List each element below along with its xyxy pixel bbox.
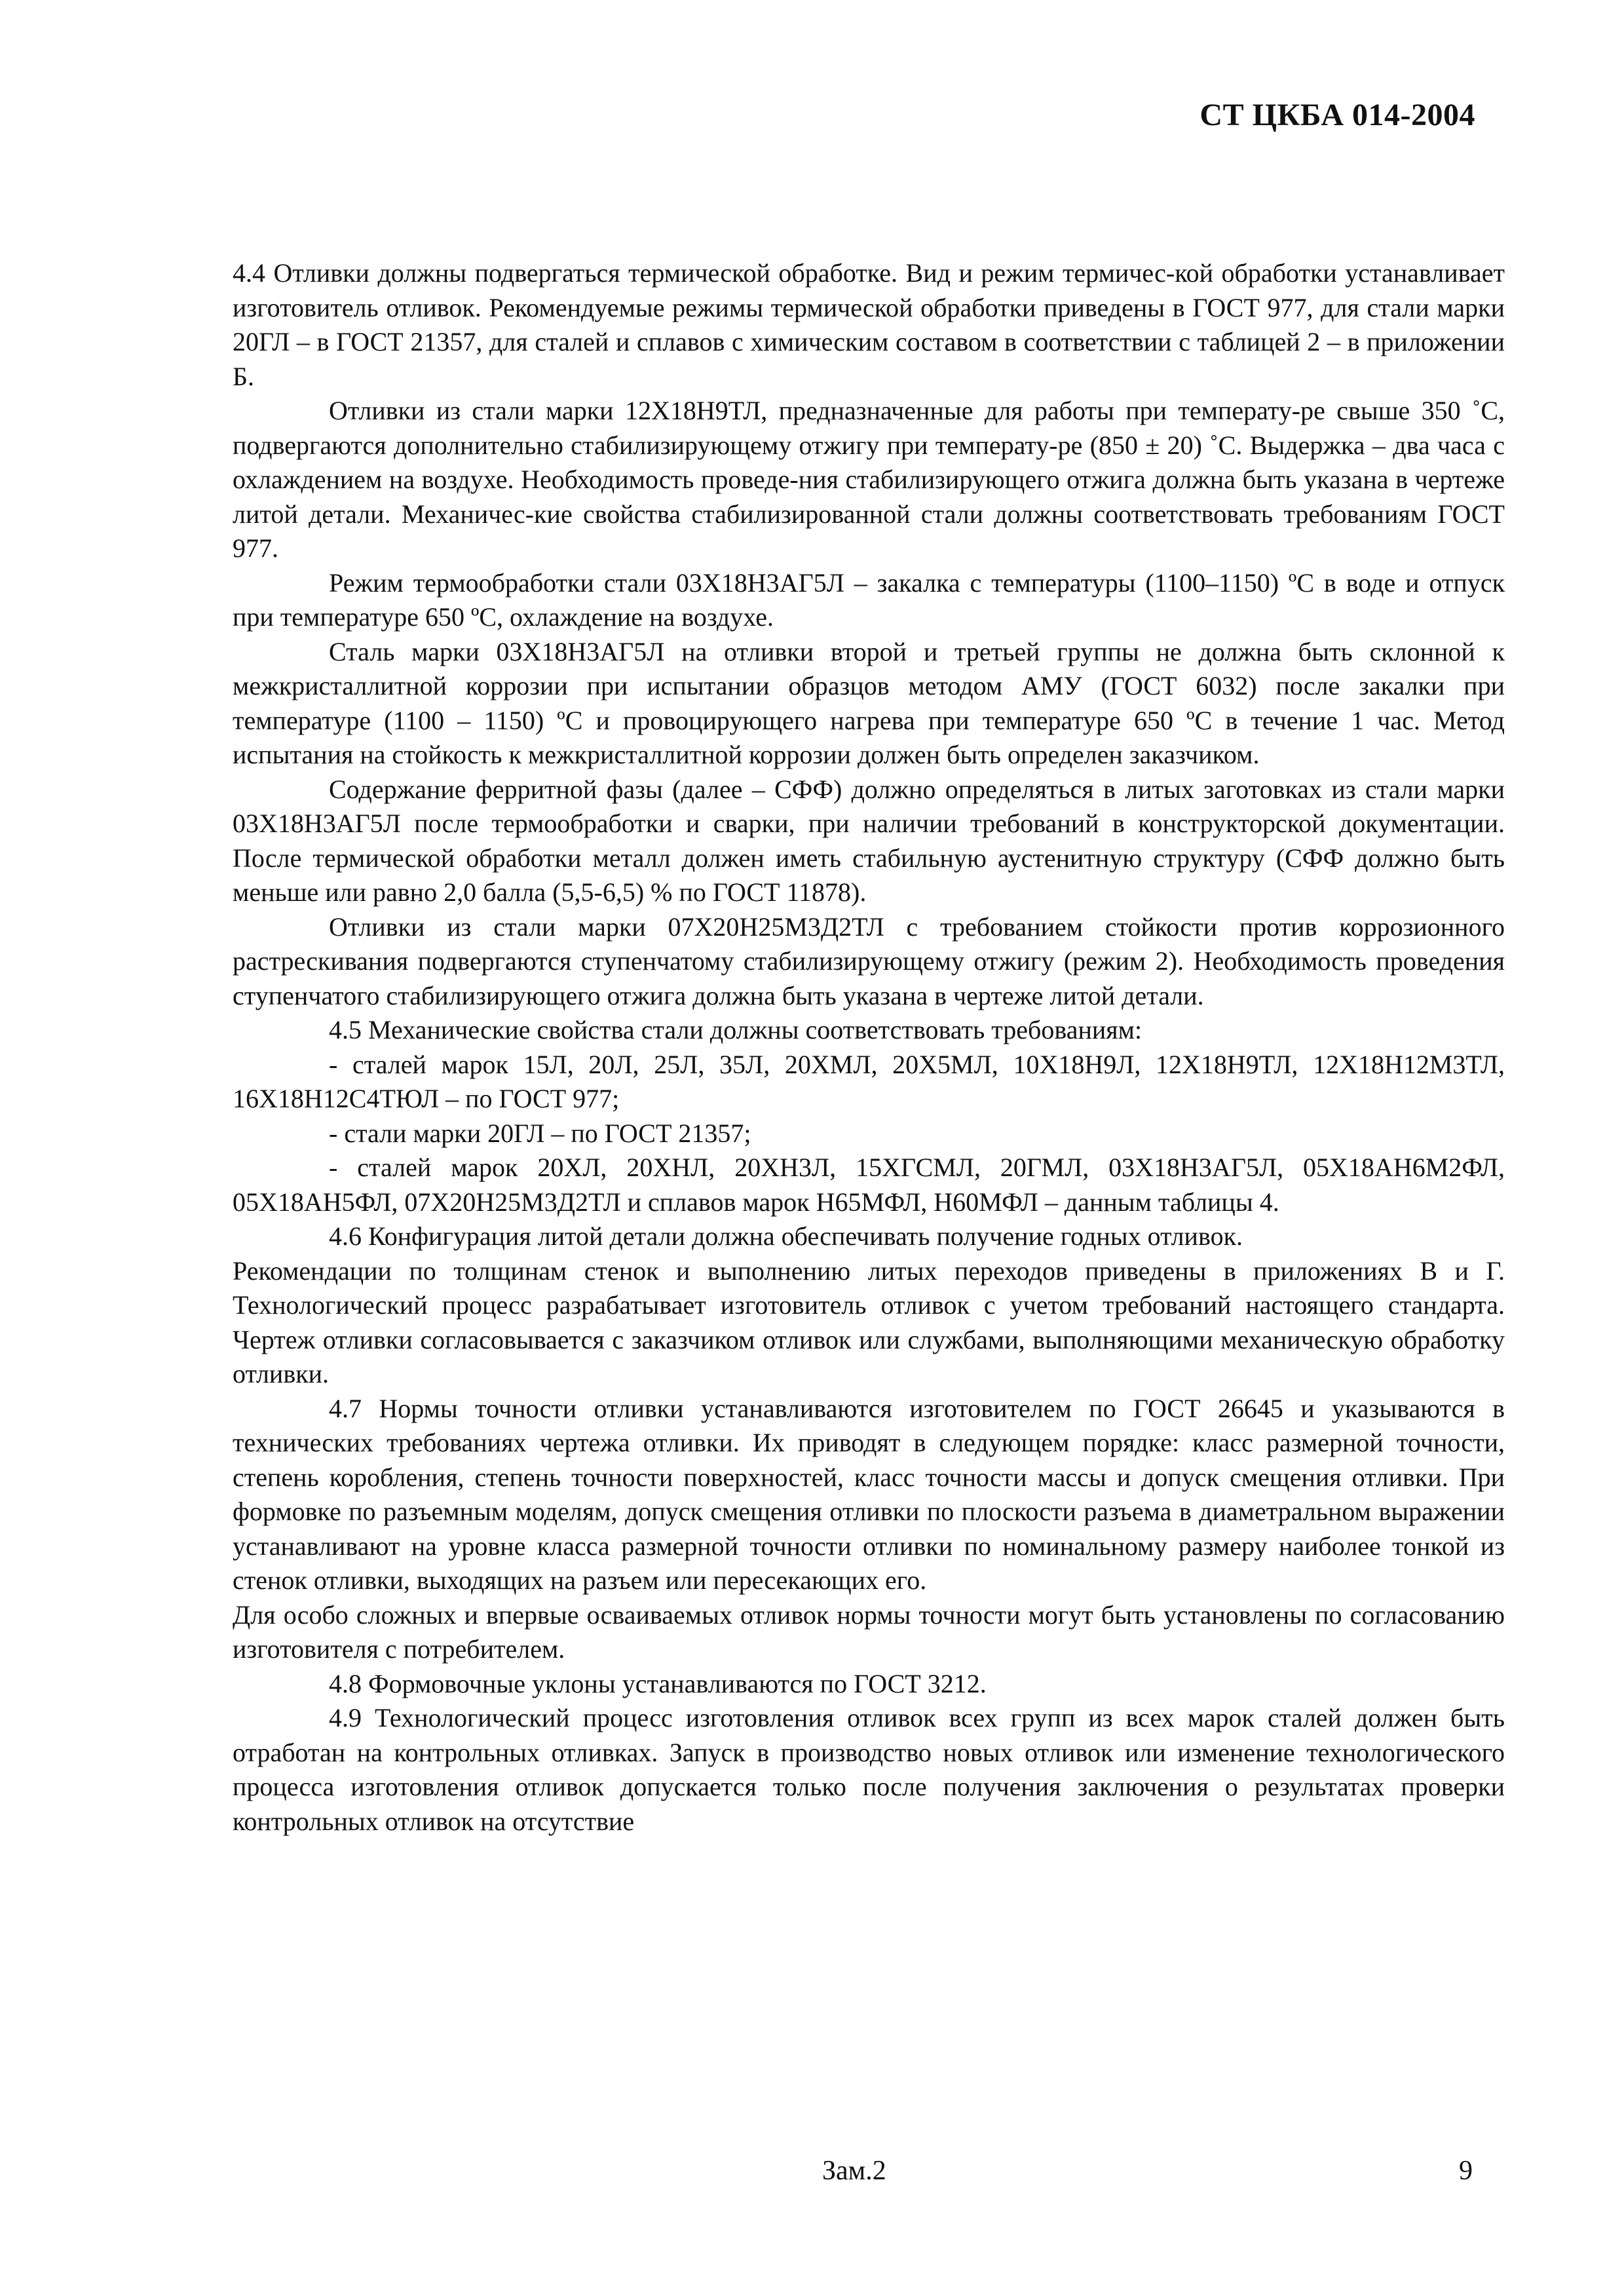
- page-number: 9: [1459, 2156, 1473, 2186]
- document-body: [233, 256, 1505, 1839]
- change-note: Зам.2: [822, 2156, 886, 2186]
- paragraph-4-8: 4.8 Формовочные уклоны устанавливаются по ГОСТ 3212.: [329, 1668, 987, 1698]
- paragraph-heat-treatment-mode: Режим термообработки стали 03Х18Н3АГ5Л – закалка с температуры (1100–1150) ºС в воде и отпуск при температуре 650 ºС, охлаждение на воздухе.: [233, 567, 1505, 632]
- paragraph-stepwise-annealing: Отливки из стали марки 07Х20Н25М3Д2ТЛ с требованием стойкости против коррозионного растрескивания подвергаются ступенчатому стабилизирующему отжигу (режим 2). Необходимость проведения ступенчатого стабилизирующего отжига должна быть указана в чертеже литой детали.: [233, 911, 1505, 1010]
- paragraph-4-9: 4.9 Технологический процесс изготовления отливок всех групп из всех марок сталей должен быть отработан на контрольных отливках. Запуск в производство новых отливок или изменение технологического процесса изготовления отливок допускается только после получения заключения о результатах проверки контрольных отливок на отсутствие: [233, 1703, 1505, 1836]
- document-code-header: СТ ЦКБА 014-2004: [1199, 98, 1475, 132]
- paragraph-stabilizing-annealing: Отливки из стали марки 12Х18Н9ТЛ, предназначенные для работы при температу-ре свыше 350 ˚С, подвергаются дополнительно стабилизирующему отжигу при температу-ре (850 ± 20) ˚С. Выдержка – два часа с охлаждением на воздухе. Необходимость проведе-ния стабилизирующего отжига должна быть указана в чертеже литой детали. Механичес-кие свойства стабилизированной стали должны соответствовать требованиям ГОСТ 977.: [233, 396, 1505, 563]
- list-item-table-4: - сталей марок 20ХЛ, 20ХНЛ, 20ХН3Л, 15ХГСМЛ, 20ГМЛ, 03Х18Н3АГ5Л, 05Х18АН6М2ФЛ, 05Х18АН5ФЛ, 07Х20Н25М3Д2ТЛ и сплавов марок Н65МФЛ, Н60МФЛ – данным таблицы 4.: [233, 1153, 1505, 1217]
- paragraph-intergranular-corrosion: Сталь марки 03Х18Н3АГ5Л на отливки второй и третьей группы не должна быть склонной к межкристаллитной коррозии при испытании образцов методом АМУ (ГОСТ 6032) после закалки при температуре (1100 – 1150) ºС и провоцирующего нагрева при температуре 650 ºС в течение 1 час. Метод испытания на стойкость к межкристаллитной коррозии должен быть определен заказчиком.: [233, 636, 1505, 769]
- paragraph-4-4: 4.4 Отливки должны подвергаться термической обработке. Вид и режим термичес-кой обработки устанавливает изготовитель отливок. Рекомендуемые режимы термической обработки приведены в ГОСТ 977, для стали марки 20ГЛ – в ГОСТ 21357, для сталей и сплавов с химическим составом в соответствии с таблицей 2 – в приложении Б.: [233, 258, 1505, 391]
- paragraph-ferrite-phase: Содержание ферритной фазы (далее – СФФ) должно определяться в литых заготовках из стали марки 03Х18Н3АГ5Л после термообработки и сварки, при наличии требований в конструкторской документации. После термической обработки металл должен иметь стабильную аустенитную структуру (СФФ должно быть меньше или равно 2,0 балла (5,5-6,5) % по ГОСТ 11878).: [233, 774, 1505, 907]
- paragraph-wall-thickness-recommendations: Рекомендации по толщинам стенок и выполнению литых переходов приведены в приложениях В и Г. Технологический процесс разрабатывает изготовитель отливок с учетом требований настоящего стандарта. Чертеж отливки согласовывается с заказчиком отливок или службами, выполняющими механическую обработку отливки.: [233, 1255, 1505, 1388]
- list-item-gost-977: - сталей марок 15Л, 20Л, 25Л, 35Л, 20ХМЛ, 20Х5МЛ, 10Х18Н9Л, 12Х18Н9ТЛ, 12Х18Н12М3ТЛ, 16Х18Н12С4ТЮЛ – по ГОСТ 977;: [233, 1049, 1505, 1113]
- paragraph-4-7: 4.7 Нормы точности отливки устанавливаются изготовителем по ГОСТ 26645 и указываются в технических требованиях чертежа отливки. Их приводят в следующем порядке: класс размерной точности, степень коробления, степень точности поверхностей, класс точности массы и допуск смещения отливки. При формовке по разъемным моделям, допуск смещения отливки по плоскости разъема в диаметральном выражении устанавливают на уровне класса размерной точности отливки по номинальному размеру наиболее тонкой из стенок отливки, выходящих на разъем или пересекающих его.: [233, 1393, 1505, 1595]
- paragraph-4-6: 4.6 Конфигурация литой детали должна обеспечивать получение годных отливок.: [329, 1221, 1243, 1251]
- list-item-gost-21357: - стали марки 20ГЛ – по ГОСТ 21357;: [329, 1118, 751, 1148]
- paragraph-4-5: 4.5 Механические свойства стали должны соответствовать требованиям:: [329, 1015, 1142, 1044]
- paragraph-complex-castings: Для особо сложных и впервые осваиваемых отливок нормы точности могут быть установлены по согласованию изготовителя с потребителем.: [233, 1599, 1505, 1664]
